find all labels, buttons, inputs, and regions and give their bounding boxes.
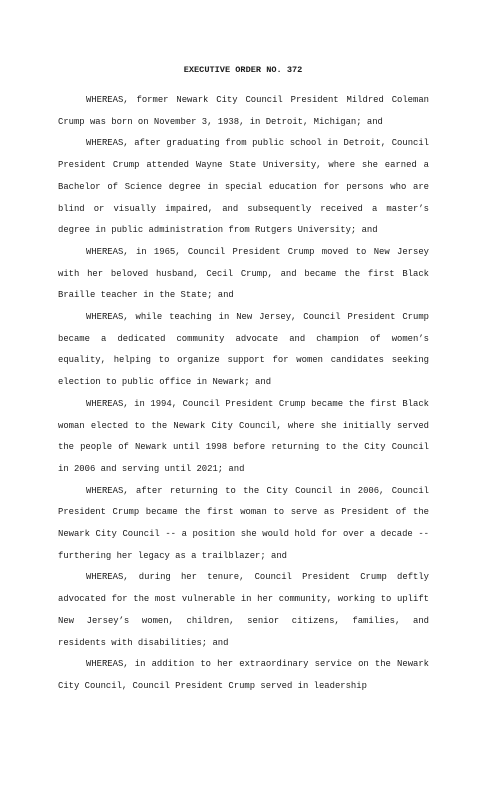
whereas-paragraph-7: WHEREAS, during her tenure, Council President Crump deftly advocated for the most vulnerable in her community, working to uplift New Jersey’s women, children, senior citizens, families, and residents with disabilities; and <box>58 572 429 648</box>
whereas-paragraph-3: WHEREAS, in 1965, Council President Crump moved to New Jersey with her beloved husband, Cecil Crump, and became the first Black Braille teacher in the State; and <box>58 246 429 301</box>
whereas-paragraph-1: WHEREAS, former Newark City Council President Mildred Coleman Crump was born on November 3, 1938, in Detroit, Michigan; and <box>58 95 429 127</box>
document-title: EXECUTIVE ORDER NO. 372 <box>183 65 303 75</box>
whereas-paragraph-8: WHEREAS, in addition to her extraordinary service on the Newark City Council, Council President Crump served in leadership <box>58 659 429 691</box>
whereas-paragraph-5: WHEREAS, in 1994, Council President Crump became the first Black woman elected to the Newark City Council, where she initially served the people of Newark until 1998 before returning to the City Council in 2006 and serving until 2021; and <box>58 398 429 474</box>
whereas-paragraph-6: WHEREAS, after returning to the City Council in 2006, Council President Crump became the first woman to serve as President of the Newark City Council -- a position she would hold for over a decade -- furthering her legacy as a trailblazer; and <box>58 485 429 561</box>
whereas-paragraph-2: WHEREAS, after graduating from public school in Detroit, Council President Crump attended Wayne State University, where she earned a Bachelor of Science degree in special education for persons who are blind or visually impaired, and subsequently received a master’s degree in public administration from Rutgers University; and <box>58 138 429 236</box>
document-body <box>58 90 429 698</box>
whereas-paragraph-4: WHEREAS, while teaching in New Jersey, Council President Crump became a dedicated community advocate and champion of women’s equality, helping to organize support for women candidates seeking election to public office in Newark; and <box>58 312 429 388</box>
